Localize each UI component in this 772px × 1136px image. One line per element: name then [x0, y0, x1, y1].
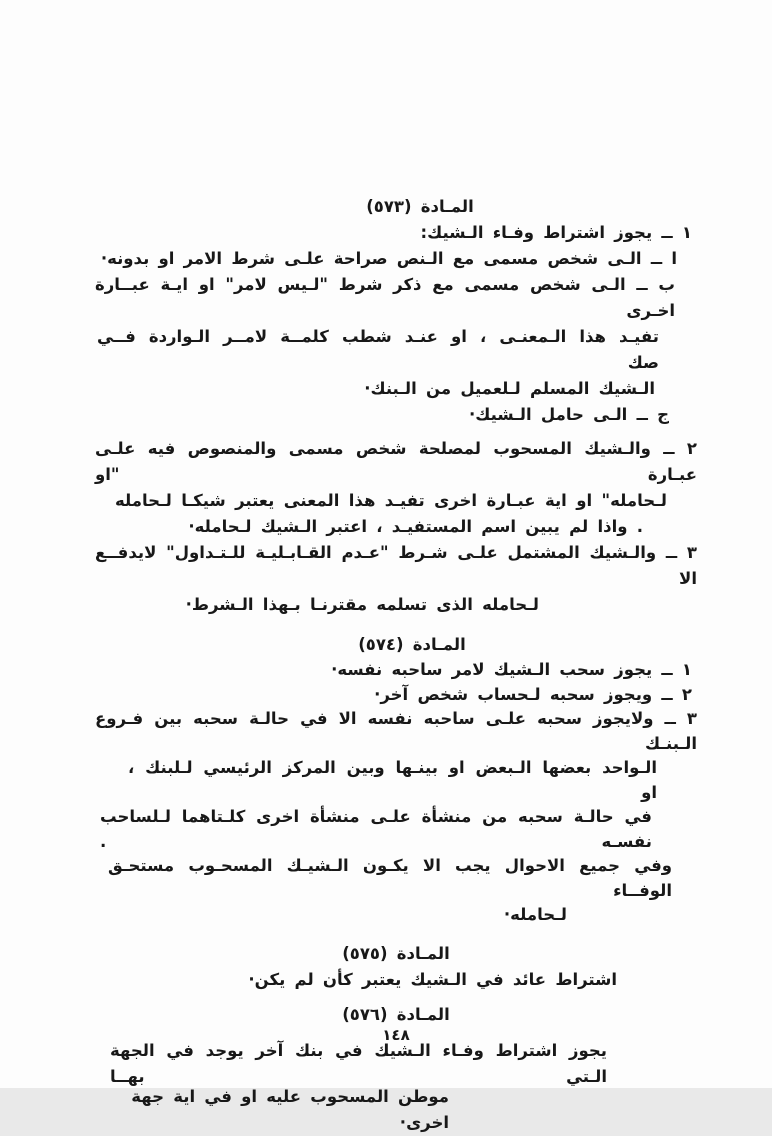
text-line: لـحامله الذى تسلمه مقترنـا بـهذا الـشرط·: [185, 595, 539, 614]
article-title: المـادة (٥٧٤): [358, 635, 466, 654]
text-line: يجوز اشتراط وفـاء الـشيك في بنك آخر يوجد في الجهة الـتي بهــا: [110, 1040, 607, 1086]
article-573: [95, 194, 697, 618]
text-line: ا ــ الـى شخص مسمى مع الـنص صراحة علـى شرط الامر او بدونه·: [100, 249, 677, 268]
text-line: ج ــ الـى حامل الـشيك·: [468, 405, 669, 424]
text-line: لـحامله·: [503, 905, 567, 924]
article-title: المـادة (٥٧٦): [342, 1004, 450, 1024]
article-title: المـادة (٥٧٣): [366, 197, 474, 216]
text-line: ٣ ــ والـشيك المشتمل علـى شـرط "عـدم القـابـليـة للـتـداول" لايدفــع الا: [95, 543, 697, 588]
text-line: الـواحد بعضها الـبعض او بينـها وبين المركز الرئيسي لـلبنك ، او: [128, 758, 657, 802]
page-number: ١٤٨: [382, 1026, 410, 1044]
text-line: ٢ ــ والـشيك المسحوب لمصلحة شخص مسمى والمنصوص فيه علـى عبـارة "او: [95, 439, 697, 484]
text-line: اشتراط عائد في الـشيك يعتبر كأن لم يكن·: [248, 969, 617, 989]
text-line: ١ ــ يجوز سحب الـشيك لامر ساحبه نفسه·: [331, 660, 692, 679]
text-line: في حالـة سحبه من منشأة علـى منشأة اخرى كلـتاهما لـلساحب نفسـه .: [100, 807, 652, 851]
text-line: الـشيك المسلم لـلعميل من الـبنك·: [364, 379, 655, 398]
text-line: ٣ ــ ولايجوز سحبه علـى ساحبه نفسه الا في حالـة سحبه بين فـروع الـبنـك: [95, 709, 697, 753]
text-line: ٢ ــ ويجوز سحبه لـحساب شخص آخر·: [374, 684, 692, 704]
text-line: وفي جميع الاحوال يجب الا يكـون الـشيـك المسحـوب مستحـق الوفــاء: [108, 856, 672, 900]
text-line: ب ــ الـى شخص مسمى مع ذكر شرط "لـيس لامر" او ايـة عبــارة اخـرى: [95, 275, 675, 320]
text-line: لـحامله" او اية عبـارة اخرى تفيـد هذا المعنى يعتبر شيكـا لـحامله: [115, 491, 667, 510]
article-title: المـادة (٥٧٥): [342, 943, 450, 963]
text-line: . واذا لم يبين اسم المستفيـد ، اعتبر الـشيك لـحامله·: [188, 517, 643, 536]
article-574: [95, 632, 697, 928]
article-575: [95, 941, 697, 993]
text-line: ١ ــ يجوز اشتراط وفـاء الـشيك:: [420, 223, 692, 242]
document-text-block: [95, 194, 697, 1136]
text-line: تفيـد هذا الـمعنـى ، او عنـد شطب كلمــة لامــر الـواردة فــي صك: [97, 327, 659, 372]
text-line: موطن المسحوب عليه او في اية جهة اخرى·: [131, 1086, 449, 1132]
